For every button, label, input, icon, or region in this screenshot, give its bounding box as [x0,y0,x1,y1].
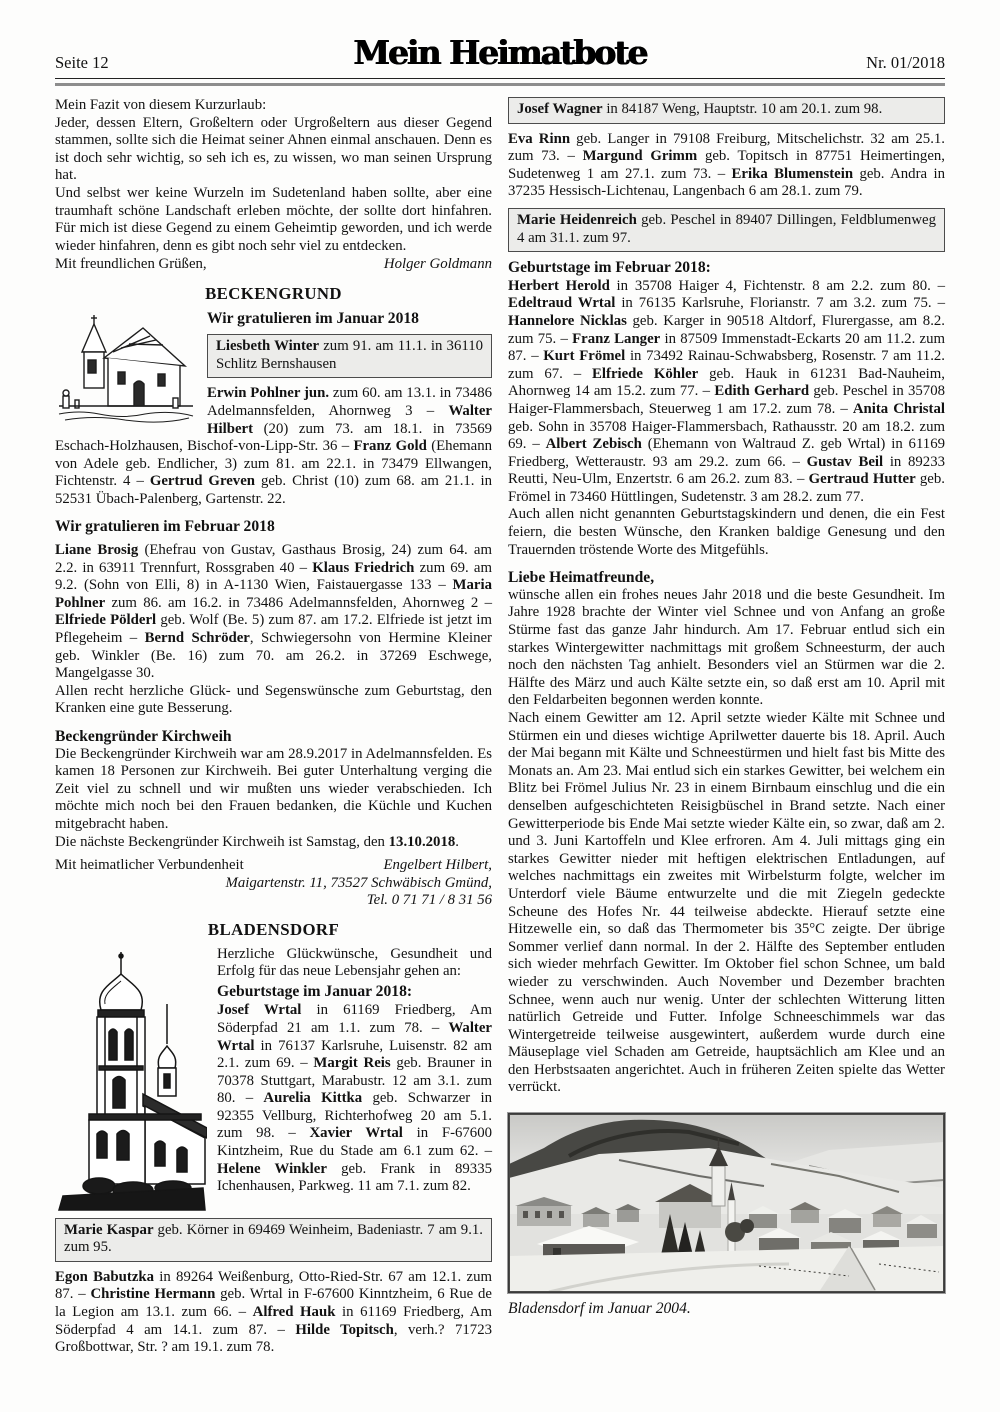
beckengrund-february-list: Liane Brosig (Ehefrau von Gustav, Gasthaus Brosig, 24) zum 64. am 2.2. in 63911 Trennfurt, Rossgraben 40 – Klaus Friedrich zum 69. am 9.2. (Sohn von Elli, 8) in A-1130 Wien, Faistauergasse 133 – Maria Pohlner zum 86. am 16.2. in 73486 Adelmannsfelden, Ahornweg 2 – Elfriede Pölderl geb. Wolf (Be. 5) zum 87. am 17.2. Elfriede ist jetzt im Pflegeheim – Bernd Schröder, Schwiegersohn von Hermine Kleiner geb. Winkler (Be. 16) zum 70. am 26.2. in 37269 Eschwege, Mangelgasse 30. [55,542,493,682]
josef-wagner-box [508,97,945,124]
greeting-text: Mit freundlichen Grüßen, [55,256,207,273]
kirchweih-report: Die Beckengründer Kirchweih war am 28.9.2017 in Adelmannsfelden. Es kamen 18 Personen zur Kirchweih. Bei guter Unterhaltung verging die Zeit viel zu schnell und wir mußten uns wieder verabschieden. Ich möchte mich noch bei den Frauen bedanken, die Küchle und Kuchen mitgebracht haben. [55,745,492,832]
page-number: Seite 12 [55,53,109,73]
issue-number: Nr. 01/2018 [866,53,945,73]
masthead-title: Mein Heimatbote [353,33,647,72]
bladensdorf-church-engraving [55,948,207,1214]
marie-kaspar-box [55,1218,492,1262]
signature-holger-goldmann: Holger Goldmann [383,256,492,273]
january-list-continued: Eva Rinn geb. Langer in 79108 Freiburg, Mitschelichstr. 32 am 25.1. zum 73. – Margund Grimm geb. Topitsch in 87751 Heimertingen, Sudetenweg 1 am 27.1. zum 73. – Erika Blumenstein geb. Andra in 37235 Hessisch-Lichtenau, Langenbach 6 am 28.1. zum 79. [508,130,945,200]
fazit-intro-line: Mein Fazit von diesem Kurzurlaub: [55,97,267,113]
beckengrund-church-engraving [55,312,197,426]
page-body [0,86,1000,1357]
marie-heidenreich-box [508,208,945,252]
kirchweih-closing-text: Mit heimatlicher Verbundenheit [55,857,244,874]
bladensdorf-january-heading: Geburtstage im Januar 2018: [217,982,413,1000]
left-column [55,97,492,1357]
marie-kaspar-entry: Marie Kaspar geb. Körner in 69469 Weinheim, Badeniastr. 7 am 9.1. zum 95. [64,1221,483,1256]
winter-village-photo [508,1113,945,1293]
bladensdorf-intro: Herzliche Glückwünsche, Gesundheit und Erfolg für das neue Lebensjahr gehen an: [217,945,492,980]
right-column [508,97,945,1357]
kirchweih-heading: Beckengründer Kirchweih [55,728,232,745]
february-birthdays-heading: Geburtstage im Februar 2018: [508,259,711,277]
letter-paragraph-2: Nach einem Gewitter am 12. April setzte wieder Kälte mit Schnee und Stürmen ein und dieses wichtige Aprilwetter dauerte bis 18. April. Auch der Mai begann mit Kälte und Schneestürmen und hielt fast bis Mitte des Monats an. Am 23. Mai entlud sich ein starkes Gewitter, bei welchem ein Blitz bei Frömel Julius Nr. 23 in einem Birnbaum einschlug und die ein denselben aufgeschichteten Reisigbüschel in Brand setzte. Nach einer Gewitterperiode bis Ende Mai setzte wieder Kälte ein, so zwar, daß am 2. und 3. Juni Kartoffeln und Klee erfroren. Am 4. Juli mittags ging ein starkes Gewitter nieder mit heftigen elektrischen Entladungen, auf welches nachmittags ein zweites mit Wirbelsturm folgte, welcher im Unterdorf viele Bäume entwurzelte und die mit Ziegeln gedeckte Scheune des Hofes Nr. 44 teilweise abdeckte. Hierauf setzte eine Hitzewelle ein, so daß das Thermometer bis 35°C zeigte. Der übrige Sommer verlief dann normal. In der 2. Hälfte des September entluden sich wieder mehrfach Gewitter. Im Oktober fiel schon Schnee, um bald wieder zu verschwinden. Auch November und Dezember brachten Schnee, wenn auch nur wenig. Unter der schlechten Witterung litten natürlich Getreide und Futter. Infolge Schneeschimmels war das Wintergetreide teilweise ausgewintert, außerdem wurde durch eine Mäuseplage viel Schaden am Getreide, hauptsächlich am Klee und an den Herbstsaaten angerichtet. Auch in früheren Zeiten spielte das Wetter verrückt. [508,710,945,1096]
february-wishes: Auch allen nicht genannten Geburtstagskindern und denen, die ein Fest feiern, die besten Wünsche, den Kranken baldige Genesung und den Trauernden tröstende Worte des Mitgefühls. [508,506,945,558]
letter-paragraph-1: wünsche allen ein frohes neues Jahr 2018 und die beste Gesundheit. Im Jahre 1928 brachte der Winter viel Schnee und von Anfang an große Stürme fast das ganze Jahr hindurch. Am 17. Februar entlud sich ein starkes Wintergewitter nachmittags mit großem Schneesturm, der auch noch den nächsten Tag anhielt. Besonders viel an Stürmen war die 2. Hälfte des März und auch Kälte setzte ein, so daß erst am 10. April mit den Feldarbeiten begonnen werden konnte. [508,586,945,709]
hilbert-phone: Tel. 0 71 71 / 8 31 56 [366,892,492,909]
hilbert-address: Maigartenstr. 11, 73527 Schwäbisch Gmünd, [225,874,492,891]
february-birthdays-list: Herbert Herold in 35708 Haiger 4, Fichtenstr. 8 am 2.2. zum 80. – Edeltraud Wrtal in 76135 Karlsruhe, Florianstr. 7 am 3.2. zum 75. – Hannelore Nicklas geb. Karger in 90518 Altdorf, Flurergasse, am 8.2. zum 75. – Franz Langer in 87509 Immenstadt-Eckarts 20 am 11.2. zum 87. – Kurt Frömel in 73492 Rainau-Schwabsberg, Rosenstr. 7 am 11.2. zum 67. – Elfriede Köhler geb. Hauk in 61231 Bad-Nauheim, Ahornweg 14 am 15.2. zum 77. – Edith Gerhard geb. Peschel in 35708 Haiger-Flammersbach, Steuerweg 1 am 17.2. zum 78. – Anita Christal geb. Sohn in 35708 Haiger-Flammersbach, Rathausstr. 20 am 18.2. zum 69. – Albert Zebisch (Ehemann von Waltraud Z. geb Wrtal) in 61169 Friedberg, Wetteraustr. 93 am 29.2. zum 66. – Gustav Beil in 89233 Reutti, Neu-Ulm, Enzertstr. 6 am 26.2. zum 83. – Gertraud Hutter geb. Frömel in 73460 Hüttlingen, Sudetenstr. 3 am 28.2. zum 77. [508,277,946,505]
winter-photo-figure [508,1113,945,1318]
page-header [55,0,945,79]
photo-caption: Bladensdorf im Januar 2004. [508,1300,691,1318]
beckengrund-february-wishes: Allen recht herzliche Glück- und Segenswünsche zum Geburtstag, den Kranken eine gute Besserung. [55,682,492,717]
kirchweih-closing-row [55,857,492,875]
signature-engelbert-hilbert: Engelbert Hilbert, [383,857,492,874]
fazit-paragraph-2: Und selbst wer keine Wurzeln im Sudetenland haben sollte, aber eine traumhaft schöne Landschaft erleben möchte, der sollte dort hinfahren. Für mich ist diese Gegend zu einem Geheimtip geworden, und ich werde wieder hinfahren, denn es gibt noch sehr viel zu entdecken. [55,184,492,254]
bladensdorf-january-list-2: Egon Babutzka in 89264 Weißenburg, Otto-Ried-Str. 67 am 12.1. zum 87. – Christine Hermann geb. Wrtal in F-67600 Kinntzheim, 6 Rue de la Legion am 13.1. zum 66. – Alfred Hauk in 61169 Friedberg, Am Söderpfad 4 am 14.1. zum 87. – Hilde Topitsch, verh.? 71723 Großbottwar, Str. ? am 19.1. zum 78. [55,1268,493,1356]
beckengrund-heading: BECKENGRUND [205,283,342,303]
fazit-signature-row [55,256,492,274]
marie-heidenreich-entry: Marie Heidenreich geb. Peschel in 89407 Dillingen, Feldblumenweg 4 am 31.1. zum 97. [517,211,936,246]
letter-heading: Liebe Heimatfreunde, [508,569,655,587]
beckengrund-february-heading: Wir gratulieren im Februar 2018 [55,518,275,536]
liesbeth-winter-entry: Liesbeth Winter zum 91. am 11.1. in 36110 Schlitz Bernshausen [216,338,483,372]
josef-wagner-entry: Josef Wagner in 84187 Weng, Hauptstr. 10 am 20.1. zum 98. [517,101,883,117]
beckengrund-january-heading: Wir gratulieren im Januar 2018 [207,309,419,327]
fazit-paragraph-1: Jeder, dessen Eltern, Großeltern oder Urgroßeltern aus dieser Gegend stammen, sollte sich die Heimat seiner Ahnen einmal anschauen. Denn es ist doch sehr wichtig, so seh ich es, zu wissen, wo man seinen Ursprung hat. [55,114,492,184]
bladensdorf-heading: BLADENSDORF [207,919,340,939]
liesbeth-winter-box [207,334,492,378]
kirchweih-next-date: Die nächste Beckengründer Kirchweih ist Samstag, den 13.10.2018. [55,833,459,850]
bladensdorf-january-list: Josef Wrtal in 61169 Friedberg, Am Söderpfad 21 am 1.1. zum 78. – Walter Wrtal in 76137 Karlsruhe, Luisenstr. 82 am 2.1. zum 69. – Margit Reis geb. Brauner in 70378 Stuttgart, Marabustr. 12 am 3.1. zum 80. – Aurelia Kittka geb. Schwarzer in 92355 Vellburg, Richterhofweg 20 am 5.1. zum 98. – Xavier Wrtal in F-67600 Kintzheim, Rue du Stade am 6.1 zum 62. – Helene Winkler geb. Frank in 89335 Ichenhausen, Parkweg. 11 am 7.1. zum 82. [217,1002,492,1195]
beckengrund-january-list: Erwin Pohlner jun. zum 60. am 13.1. in 73486 Adelmannsfelden, Ahornweg 3 – Walter Hilbert (20) zum 73. am 18.1. in 73569 Eschach-Holzhausen, Bischof-von-Lipp-Str. 36 – Franz Gold (Ehemann von Adele geb. Endlicher, 3) zum 81. am 22.1. in 73479 Ellwangen, Fichtenstr. 4 – Gertrud Greven geb. Christ (10) zum 68. am 21.1. in 52531 Übach-Palenberg, Gartenstr. 22. [55,385,493,507]
